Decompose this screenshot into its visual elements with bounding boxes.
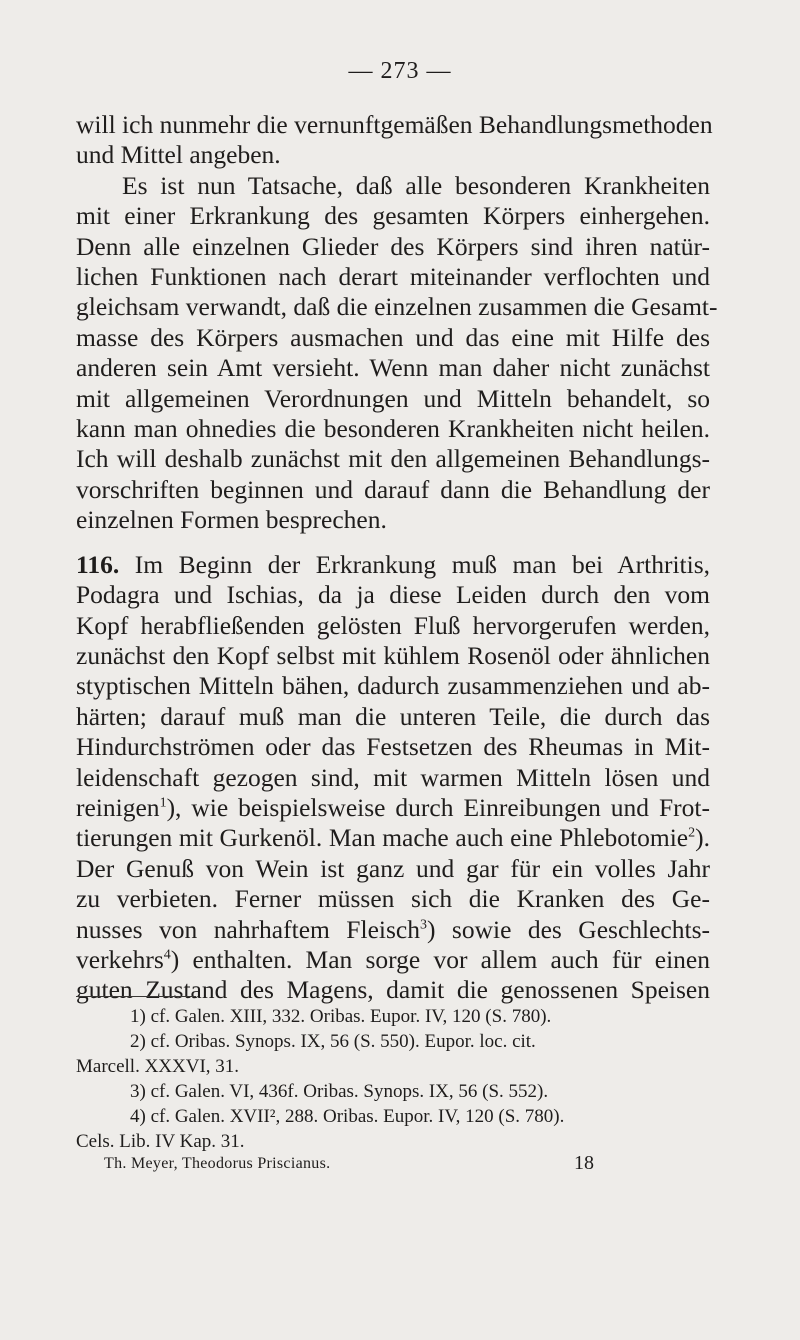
text-line: will ich nunmehr die vernunftgemäßen Behandlungsmethoden	[76, 110, 713, 139]
text-line: lichen Funktionen nach derart miteinander verflochten und	[76, 262, 710, 292]
sheet-number: 18	[574, 1152, 594, 1174]
section-first-line: Im Beginn der Erkrankung muß man bei Arthritis,	[119, 549, 710, 579]
text-line	[76, 550, 710, 580]
text-line: kann man ohnedies die besonderen Krankheiten nicht heilen.	[76, 414, 710, 444]
body-text	[76, 110, 718, 1006]
text-line: Podagra und Ischias, da ja diese Leiden durch den vom	[76, 580, 710, 610]
text-segment: ) sowie des Geschlechts-	[426, 914, 710, 944]
text-line: und Mittel angeben.	[76, 140, 281, 170]
text-segment: ).	[695, 823, 710, 853]
footnote: 1) cf. Galen. XIII, 332. Oribas. Eupor. IV, 120 (S. 780).	[130, 1006, 552, 1027]
text-segment: verkehrs	[76, 944, 164, 974]
footnote-ref: 4	[163, 947, 171, 963]
section-number: 116.	[76, 549, 120, 579]
text-segment: reinigen	[76, 792, 160, 822]
footnote: 3) cf. Galen. VI, 436f. Oribas. Synops. IX, 56 (S. 552).	[130, 1081, 549, 1102]
footnote-divider	[76, 996, 196, 997]
section-116	[76, 550, 710, 1006]
text-line	[76, 793, 710, 823]
text-line: masse des Körpers ausmachen und das eine mit Hilfe des	[76, 322, 710, 352]
text-line: Denn alle einzelnen Glieder des Körpers sind ihren natür-	[76, 231, 710, 261]
text-line: zu verbieten. Ferner müssen sich die Kranken des Ge-	[76, 884, 710, 914]
footnotes	[76, 1004, 710, 1154]
text-line: leidenschaft gezogen sind, mit warmen Mitteln lösen und	[76, 762, 710, 792]
text-segment: nusses von nahrhaftem Fleisch	[76, 914, 420, 944]
text-line: styptischen Mitteln bähen, dadurch zusammenziehen und ab-	[76, 671, 710, 701]
footnote-continuation: Cels. Lib. IV Kap. 31.	[76, 1131, 245, 1152]
page-number: — 273 —	[348, 58, 452, 84]
paragraph-1	[76, 110, 713, 171]
text-segment: tierungen mit Gurkenöl. Man mache auch eine Phlebotomie	[76, 823, 689, 853]
text-line	[76, 945, 710, 975]
text-line: gleichsam verwandt, daß die einzelnen zusammen die Gesamt-	[76, 292, 718, 322]
printer-signature: Th. Meyer, Theodorus Priscianus.	[104, 1155, 331, 1172]
text-line: Der Genuß von Wein ist ganz und gar für ein volles Jahr	[76, 853, 710, 883]
text-line: mit allgemeinen Verordnungen und Mitteln behandelt, so	[76, 383, 710, 413]
text-line	[76, 915, 710, 945]
text-segment: ) enthalten. Man sorge vor allem auch für einen	[170, 944, 710, 974]
text-line: Kopf herabfließenden gelösten Fluß hervorgerufen werden,	[76, 610, 710, 640]
text-line: Ich will deshalb zunächst mit den allgemeinen Behandlungs-	[76, 444, 710, 474]
text-line: zunächst den Kopf selbst mit kühlem Rosenöl oder ähnlichen	[76, 640, 710, 670]
footnote-continuation: Marcell. XXXVI, 31.	[76, 1056, 240, 1077]
text-line: mit einer Erkrankung des gesamten Körpers einhergehen.	[76, 201, 710, 231]
text-line	[76, 823, 710, 853]
footnote-ref: 1	[159, 795, 167, 811]
footnote-ref: 2	[688, 825, 696, 841]
text-line: Es ist nun Tatsache, daß alle besonderen Krankheiten	[122, 170, 710, 200]
footnote-ref: 3	[419, 917, 427, 933]
text-line: guten Zustand des Magens, damit die genossenen Speisen	[76, 975, 710, 1005]
text-line: vorschriften beginnen und darauf dann die Behandlung der	[76, 474, 710, 504]
text-line: einzelnen Formen besprechen.	[76, 505, 387, 535]
text-line: härten; darauf muß man die unteren Teile, die durch das	[76, 701, 710, 731]
text-line: Hindurchströmen oder das Festsetzen des Rheumas in Mit-	[76, 732, 710, 762]
footnote: 2) cf. Oribas. Synops. IX, 56 (S. 550). Eupor. loc. cit.	[130, 1031, 536, 1052]
footnote: 4) cf. Galen. XVII², 288. Oribas. Eupor. IV, 120 (S. 780).	[130, 1106, 565, 1127]
paragraph-2	[76, 170, 718, 536]
text-segment: ), wie beispielsweise durch Einreibungen und Frot-	[166, 792, 710, 822]
text-line: anderen sein Amt versieht. Wenn man daher nicht zunächst	[76, 353, 710, 383]
